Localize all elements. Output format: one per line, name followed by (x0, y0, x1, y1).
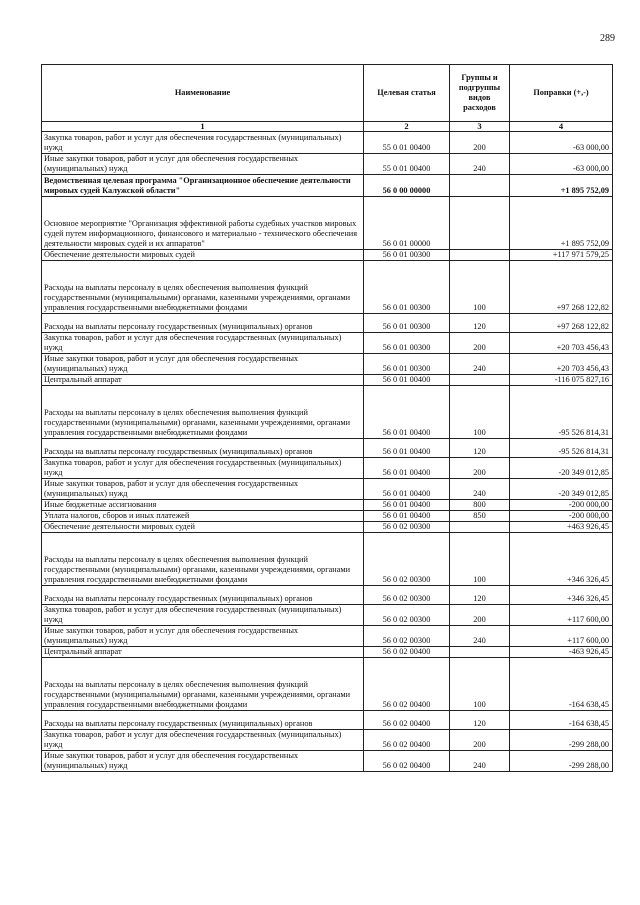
row-name: Расходы на выплаты персоналу в целях обеспечения выполнения функций государственными (муниципальными) органами, казенными учреждениями, органами управления государственными внебюджетными фондами (42, 533, 364, 586)
row-target-code: 56 0 02 00400 (364, 751, 450, 772)
row-amount: +117 600,00 (510, 626, 613, 647)
row-amount: +97 268 122,82 (510, 261, 613, 314)
row-amount: -164 638,45 (510, 658, 613, 711)
row-amount: +20 703 456,43 (510, 333, 613, 354)
row-target-code: 56 0 01 00300 (364, 333, 450, 354)
page-number: 289 (600, 33, 615, 44)
row-target-code: 56 0 02 00300 (364, 586, 450, 605)
row-group: 200 (450, 458, 510, 479)
row-name: Расходы на выплаты персоналу государственных (муниципальных) органов (42, 314, 364, 333)
row-target-code: 56 0 01 00400 (364, 458, 450, 479)
table-row (42, 711, 613, 730)
row-name: Закупка товаров, работ и услуг для обеспечения государственных (муниципальных) нужд (42, 132, 364, 154)
row-target-code: 56 0 02 00300 (364, 626, 450, 647)
row-name: Иные закупки товаров, работ и услуг для обеспечения государственных (муниципальных) нужд (42, 154, 364, 175)
row-amount: +463 926,45 (510, 522, 613, 533)
header-amount: Поправки (+,-) (510, 65, 613, 122)
table-body (42, 132, 613, 772)
row-group: 200 (450, 132, 510, 154)
row-amount: -200 000,00 (510, 511, 613, 522)
table-row (42, 175, 613, 197)
header-target: Целевая статья (364, 65, 450, 122)
budget-table (41, 64, 613, 772)
row-target-code: 56 0 01 00300 (364, 261, 450, 314)
row-group: 120 (450, 314, 510, 333)
row-target-code: 55 0 01 00400 (364, 154, 450, 175)
row-amount: -299 288,00 (510, 751, 613, 772)
header-name: Наименование (42, 65, 364, 122)
column-number: 3 (450, 122, 510, 132)
row-group: 240 (450, 479, 510, 500)
table-row (42, 375, 613, 386)
table-row (42, 647, 613, 658)
row-amount: -20 349 012,85 (510, 479, 613, 500)
row-amount: +1 895 752,09 (510, 175, 613, 197)
row-name: Закупка товаров, работ и услуг для обеспечения государственных (муниципальных) нужд (42, 730, 364, 751)
row-group: 240 (450, 751, 510, 772)
row-group: 100 (450, 533, 510, 586)
row-group: 200 (450, 605, 510, 626)
table-row (42, 751, 613, 772)
row-group: 800 (450, 500, 510, 511)
table-row (42, 658, 613, 711)
row-target-code: 56 0 02 00400 (364, 711, 450, 730)
table-row (42, 479, 613, 500)
row-group: 100 (450, 658, 510, 711)
row-group: 240 (450, 626, 510, 647)
column-number: 1 (42, 122, 364, 132)
row-amount: +346 326,45 (510, 533, 613, 586)
row-group: 200 (450, 333, 510, 354)
row-name: Иные бюджетные ассигнования (42, 500, 364, 511)
row-amount: -20 349 012,85 (510, 458, 613, 479)
table-row (42, 586, 613, 605)
row-name: Расходы на выплаты персоналу государственных (муниципальных) органов (42, 439, 364, 458)
row-target-code: 56 0 01 00400 (364, 511, 450, 522)
row-name: Закупка товаров, работ и услуг для обеспечения государственных (муниципальных) нужд (42, 605, 364, 626)
table-row (42, 522, 613, 533)
table-row (42, 605, 613, 626)
table-row (42, 730, 613, 751)
row-name: Расходы на выплаты персоналу в целях обеспечения выполнения функций государственными (муниципальными) органами, казенными учреждениями, органами управления государственными внебюджетными фондами (42, 261, 364, 314)
row-name: Иные закупки товаров, работ и услуг для обеспечения государственных (муниципальных) нужд (42, 626, 364, 647)
row-target-code: 56 0 01 00400 (364, 479, 450, 500)
table-row (42, 314, 613, 333)
row-amount: -63 000,00 (510, 132, 613, 154)
row-group: 850 (450, 511, 510, 522)
row-group (450, 647, 510, 658)
row-name: Расходы на выплаты персоналу в целях обеспечения выполнения функций государственными (муниципальными) органами, казенными учреждениями, органами управления государственными внебюджетными фондами (42, 658, 364, 711)
table-row (42, 500, 613, 511)
row-name: Центральный аппарат (42, 375, 364, 386)
row-name: Обеспечение деятельности мировых судей (42, 250, 364, 261)
row-amount: +346 326,45 (510, 586, 613, 605)
row-name: Ведомственная целевая программа "Организационное обеспечение деятельности мировых судей Калужской области" (42, 175, 364, 197)
row-name: Основное мероприятие "Организация эффективной работы судебных участков мировых судей путем информационного, финансового и материально - технического обеспечения деятельности мировых судей и их аппаратов" (42, 197, 364, 250)
column-number-row (42, 122, 613, 132)
row-target-code: 56 0 02 00300 (364, 605, 450, 626)
row-name: Закупка товаров, работ и услуг для обеспечения государственных (муниципальных) нужд (42, 458, 364, 479)
column-number: 4 (510, 122, 613, 132)
header-group: Группы и подгруппы видов расходов (450, 65, 510, 122)
row-target-code: 56 0 01 00300 (364, 314, 450, 333)
row-target-code: 56 0 02 00300 (364, 522, 450, 533)
row-name: Закупка товаров, работ и услуг для обеспечения государственных (муниципальных) нужд (42, 333, 364, 354)
row-amount: +117 971 579,25 (510, 250, 613, 261)
row-amount: -299 288,00 (510, 730, 613, 751)
row-group: 120 (450, 439, 510, 458)
row-name: Уплата налогов, сборов и иных платежей (42, 511, 364, 522)
row-name: Расходы на выплаты персоналу государственных (муниципальных) органов (42, 586, 364, 605)
row-group (450, 197, 510, 250)
table-row (42, 439, 613, 458)
row-target-code: 56 0 01 00000 (364, 197, 450, 250)
table-row (42, 533, 613, 586)
row-target-code: 56 0 02 00400 (364, 647, 450, 658)
row-amount: -200 000,00 (510, 500, 613, 511)
header-row (42, 65, 613, 122)
row-amount: +117 600,00 (510, 605, 613, 626)
row-amount: -164 638,45 (510, 711, 613, 730)
row-name: Иные закупки товаров, работ и услуг для обеспечения государственных (муниципальных) нужд (42, 479, 364, 500)
table-row (42, 626, 613, 647)
table-row (42, 261, 613, 314)
row-amount: -463 926,45 (510, 647, 613, 658)
row-target-code: 56 0 01 00400 (364, 386, 450, 439)
table-row (42, 197, 613, 250)
row-name: Иные закупки товаров, работ и услуг для обеспечения государственных (муниципальных) нужд (42, 751, 364, 772)
table-row (42, 386, 613, 439)
row-target-code: 56 0 01 00400 (364, 500, 450, 511)
row-amount: +1 895 752,09 (510, 197, 613, 250)
row-target-code: 56 0 00 00000 (364, 175, 450, 197)
row-name: Расходы на выплаты персоналу государственных (муниципальных) органов (42, 711, 364, 730)
table-row (42, 154, 613, 175)
row-group: 240 (450, 354, 510, 375)
row-amount: -95 526 814,31 (510, 439, 613, 458)
row-group: 100 (450, 261, 510, 314)
table-row (42, 458, 613, 479)
row-group: 120 (450, 711, 510, 730)
column-number: 2 (364, 122, 450, 132)
row-group (450, 175, 510, 197)
row-target-code: 55 0 01 00400 (364, 132, 450, 154)
row-name: Расходы на выплаты персоналу в целях обеспечения выполнения функций государственными (муниципальными) органами, казенными учреждениями, органами управления государственными внебюджетными фондами (42, 386, 364, 439)
row-target-code: 56 0 01 00300 (364, 250, 450, 261)
row-target-code: 56 0 02 00300 (364, 533, 450, 586)
row-target-code: 56 0 02 00400 (364, 730, 450, 751)
row-amount: +20 703 456,43 (510, 354, 613, 375)
row-name: Центральный аппарат (42, 647, 364, 658)
table-row (42, 250, 613, 261)
table-row (42, 354, 613, 375)
table-row (42, 132, 613, 154)
row-target-code: 56 0 01 00300 (364, 354, 450, 375)
row-name: Иные закупки товаров, работ и услуг для обеспечения государственных (муниципальных) нужд (42, 354, 364, 375)
row-group: 200 (450, 730, 510, 751)
row-name: Обеспечение деятельности мировых судей (42, 522, 364, 533)
row-group (450, 375, 510, 386)
row-target-code: 56 0 01 00400 (364, 439, 450, 458)
row-group: 240 (450, 154, 510, 175)
row-amount: +97 268 122,82 (510, 314, 613, 333)
row-target-code: 56 0 02 00400 (364, 658, 450, 711)
row-amount: -95 526 814,31 (510, 386, 613, 439)
row-group: 100 (450, 386, 510, 439)
row-amount: -63 000,00 (510, 154, 613, 175)
row-amount: -116 075 827,16 (510, 375, 613, 386)
row-group (450, 522, 510, 533)
row-group (450, 250, 510, 261)
row-target-code: 56 0 01 00400 (364, 375, 450, 386)
table-row (42, 511, 613, 522)
row-group: 120 (450, 586, 510, 605)
table-row (42, 333, 613, 354)
